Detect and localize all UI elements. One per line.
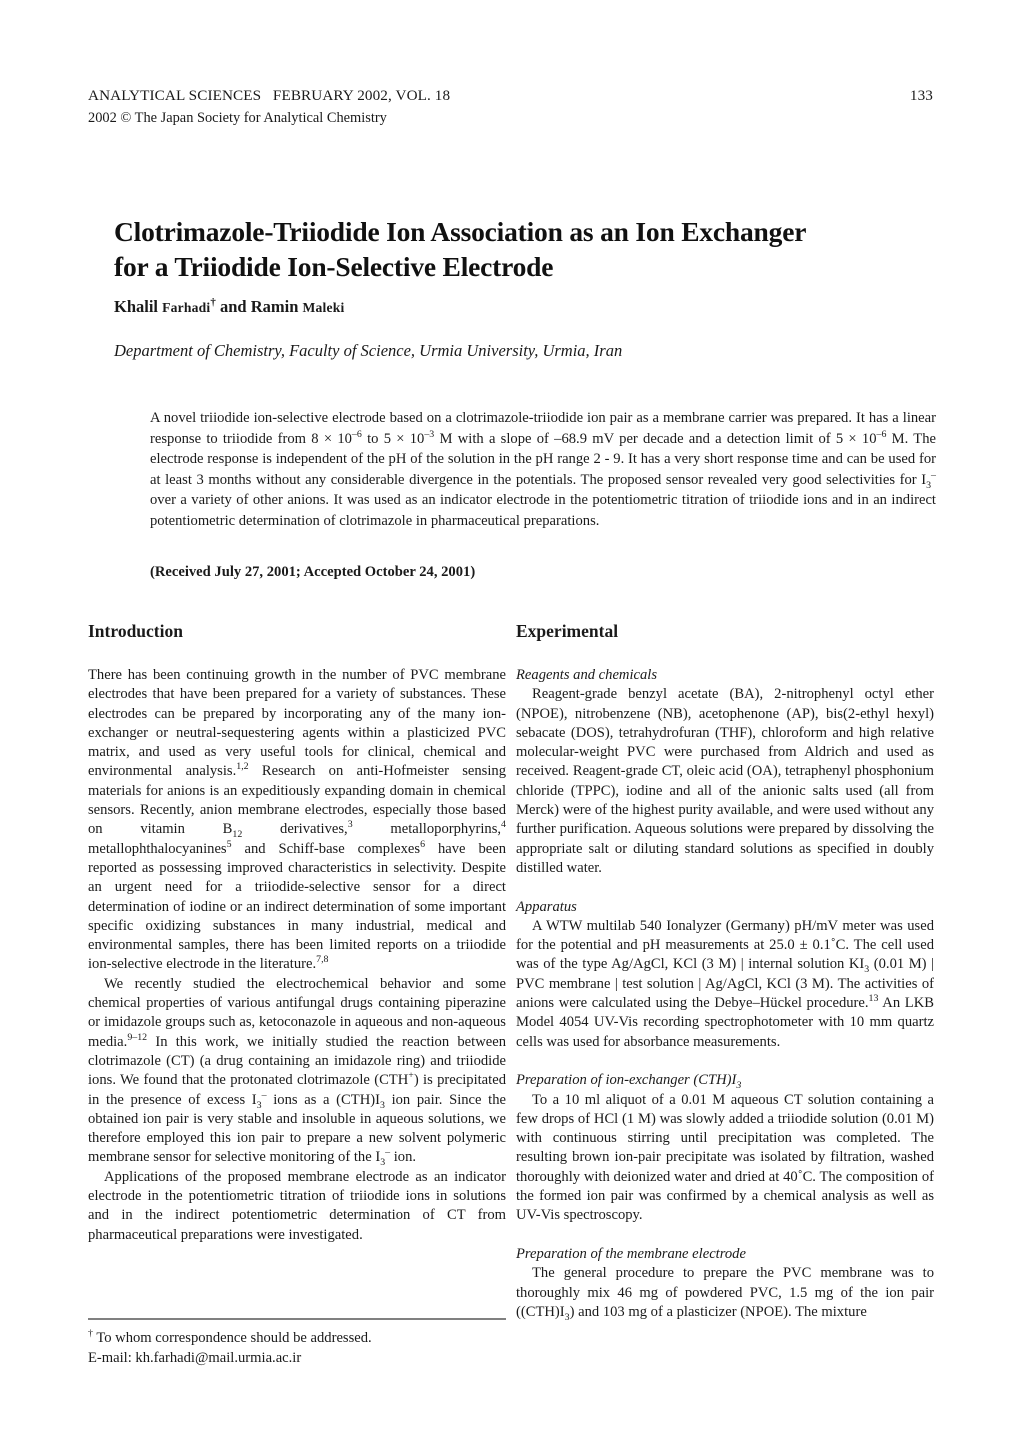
p2-sub-3c: 3 (380, 1157, 386, 1169)
ref-marker-9-12: 9–12 (127, 1031, 148, 1043)
sub3-seg-1: Preparation of ion-exchanger (CTH)I (516, 1072, 737, 1089)
ref-marker-1-2: 1,2 (236, 761, 249, 773)
abstract-seg-1: A novel triiodide ion-selective electrode based on a clotrimazole-triiodide ion pair as a membrane carrier was prepared. It has a linear response to triiodide from 8 × 10 (150, 410, 936, 447)
p1-seg-3: derivatives, (242, 821, 348, 838)
ref-marker-7-8: 7,8 (316, 954, 329, 966)
membrane-electrode-paragraph (516, 1264, 934, 1322)
author-list (114, 296, 814, 319)
ap-seg-3: An LKB Model 4054 UV-Vis recording spectrophotometer with 10 mm quartz cells was used for absorbance measurements. (516, 995, 934, 1050)
section-heading-experimental: Experimental (516, 621, 619, 641)
ref-marker-13: 13 (868, 993, 879, 1005)
subheading-membrane-electrode: Preparation of the membrane electrode (516, 1245, 746, 1262)
footnote-correspondence (88, 1328, 506, 1348)
affiliation: Department of Chemistry, Faculty of Science, Urmia University, Urmia, Iran (114, 341, 623, 360)
running-head (88, 86, 933, 129)
reagents-paragraph: Reagent-grade benzyl acetate (BA), 2-nitrophenyl octyl ether (NPOE), nitrobenzene (NB), acetophenone (AP), bis(2-ethyl hexyl) sebacate (DOS), tetrahydrofuran (THF), chloroform and high relative molecular-weight PVC were purchased from Aldrich and used as received. Reagent-grade CT, oleic acid (OA), tetraphenyl phosphonium chloride (TPPC), iodine and all of the anionic salts used (all from Merck) were of the highest purity available, and were used without any further purification. Aqueous solutions were prepared by dissolving the appropriate salt or diluting standard solutions as specified in doubly distilled water. (516, 686, 934, 876)
ref-marker-6: 6 (420, 838, 426, 850)
ref-marker-4: 4 (501, 819, 506, 831)
abstract-seg-5: over a variety of other anions. It was used as an indicator electrode in the potentiometric titration of triiodide ions and in an indirect potentiometric determination of clotrimazole in pharmaceutical preparations. (150, 492, 936, 529)
copyright-line: 2002 © The Japan Society for Analytical Chemistry (88, 110, 387, 126)
journal-citation: ANALYTICAL SCIENCES FEBRUARY 2002, VOL. 18 (88, 87, 451, 104)
author-1-given: Khalil (114, 297, 163, 316)
abstract-sub-1: 3 (926, 479, 932, 491)
abstract-exp-2: –3 (424, 428, 435, 440)
running-head-row (88, 86, 933, 106)
p1-seg-7: have been reported as possessing improved characteristics in selectivity. Despite an urgent need for a triiodide-selective sensor for a direct determination of iodine or an indirect determination of some important specific oxidizing substances in many industrial, medical and environmental samples, there has been limited reports on a triiodide ion-selective electrode in the literature. (88, 840, 506, 973)
title-line-1: Clotrimazole-Triiodide Ion Association as an Ion Exchanger (114, 216, 807, 248)
p1-seg-6: and Schiff-base complexes (231, 840, 421, 857)
abstract-paragraph (150, 408, 936, 532)
abstract-exp-3: –6 (876, 428, 887, 440)
ap-seg-2: (0.01 M) | PVC membrane | test solution | Ag/AgCl, KCl (3 M). The activities of anions were calculated using the Debye–Hückel procedure. (516, 956, 934, 1012)
author-2-family: Maleki (302, 300, 345, 315)
footnote-divider (88, 1318, 506, 1320)
sub3-sub-3: 3 (736, 1080, 742, 1092)
page-title (114, 214, 944, 284)
received-accepted-line: (Received July 27, 2001; Accepted October 24, 2001) (150, 564, 476, 580)
author-conjunction: and Ramin (215, 297, 303, 316)
p1-seg-1: There has been continuing growth in the number of PVC membrane electrodes that have been prepared for a variety of substances. These electrodes can be prepared by incorporating any of the many ion-exchanger or neutral-sequestering agents within a plasticized PVC matrix, and used as very useful tools for clinical, chemical and environmental analysis. (88, 667, 506, 780)
apparatus-paragraph (516, 917, 934, 1052)
corresponding-dagger: † (210, 296, 216, 309)
me-sub-3: 3 (564, 1311, 570, 1323)
p2-seg-3: ) is precipitated in the presence of excess I (88, 1072, 506, 1108)
p1-seg-4: metalloporphyrins, (352, 821, 502, 838)
abstract (150, 408, 936, 532)
p2-seg-6: ion. (390, 1149, 417, 1166)
me-seg-2: ) and 103 mg of a plasticizer (NPOE). The mixture (569, 1303, 867, 1320)
footnote-text: To whom correspondence should be addressed. (92, 1330, 372, 1346)
paragraph-spacer (516, 1226, 934, 1245)
footnote-block (88, 1328, 506, 1369)
subheading-ion-exchanger (516, 1071, 934, 1090)
p2-sub-3b: 3 (379, 1099, 385, 1111)
abstract-seg-3: M with a slope of –68.9 mV per decade and a detection limit of 5 × 10 (434, 430, 877, 447)
p2-sub-3a: 3 (256, 1099, 262, 1111)
p2-sup-plus: + (408, 1070, 414, 1082)
abstract-sup-1: – (931, 469, 936, 481)
ion-exchanger-paragraph: To a 10 ml aliquot of a 0.01 M aqueous CT solution containing a few drops of HCl (1 M) was slowly added a triiodide solution (0.01 M) with continuous stirring until precipitation was completed. The resulting brown ion-pair precipitate was isolated by filtration, washed thoroughly with deionized water and dried at 40˚C. The composition of the formed ion pair was confirmed by a chemical analysis as well as UV-Vis spectroscopy. (516, 1091, 934, 1224)
section-heading-introduction: Introduction (88, 621, 183, 641)
ref-marker-3: 3 (347, 819, 353, 831)
p2-seg-1: We recently studied the electrochemical behavior and some chemical properties of various antifungal drugs containing piperazine or imidazole groups such as, ketoconazole in aqueous and non-aqueous media. (88, 975, 506, 1050)
intro-paragraph-1 (88, 666, 506, 975)
ap-sub-3: 3 (864, 964, 870, 976)
intro-paragraph-3: Applications of the proposed membrane electrode as an indicator electrode in the potentiometric titration of triiodide ions in solutions and in the indirect potentiometric determination of CT from pharmaceutical preparations were investigated. (88, 1168, 506, 1243)
column-right (516, 620, 934, 1322)
subheading-reagents: Reagents and chemicals (516, 667, 658, 683)
intro-paragraph-2 (88, 975, 506, 1168)
p1-seg-5: metallophthalocyanines (88, 840, 227, 857)
ref-marker-5: 5 (226, 838, 232, 850)
footnote-email: E-mail: kh.farhadi@mail.urmia.ac.ir (88, 1350, 302, 1367)
paragraph-spacer (516, 1052, 934, 1071)
title-line-2: for a Triiodide Ion-Selective Electrode (114, 251, 554, 283)
column-left (88, 620, 506, 1245)
p1-seg-2: Research on anti-Hofmeister sensing materials for anions is an expeditiously expanding domain in chemical sensors. Recently, anion membrane electrodes, especially those based on vitamin B (88, 763, 507, 838)
p2-seg-2: In this work, we initially studied the reaction between clotrimazole (CT) (a drug containing an imidazole ring) and triiodide ions. We found that the protonated clotrimazole (CTH (88, 1033, 506, 1089)
p2-sup-minus-a: – (261, 1089, 267, 1101)
subheading-apparatus: Apparatus (516, 898, 577, 915)
abstract-seg-4: M. The electrode response is independent of the pH of the solution in the pH range 2 - 9. It has a very short response time and can be used for at least 3 months without any considerable divergence in the potentials. The proposed sensor revealed very good selectivities for I (150, 430, 936, 488)
page-number: 133 (909, 87, 933, 104)
paragraph-spacer (516, 878, 934, 897)
p2-seg-4: ions as a (CTH)I (266, 1091, 380, 1108)
p2-seg-5: ion pair. Since the obtained ion pair is very stable and insoluble in aqueous solutions, we therefore employed this ion pair to prepare a new solvent polymeric membrane sensor for selective monitoring of the I (88, 1091, 506, 1166)
abstract-exp-1: –6 (351, 428, 362, 440)
me-seg-1: The general procedure to prepare the PVC membrane was to thoroughly mix 46 mg of powdered PVC, 1.5 mg of the ion pair ((CTH)I (516, 1265, 934, 1320)
footnote-dagger: † (88, 1328, 93, 1340)
p1-sub-12: 12 (232, 829, 243, 841)
author-1-family: Farhadi (162, 300, 211, 315)
ap-seg-1: A WTW multilab 540 Ionalyzer (Germany) pH/mV meter was used for the potential and pH measurements at 25.0 ± 0.1˚C. The cell used was of the type Ag/AgCl, KCl (3 M) | internal solution KI (516, 917, 934, 973)
p2-sup-minus-b: – (385, 1147, 391, 1159)
abstract-seg-2: to 5 × 10 (361, 430, 425, 447)
